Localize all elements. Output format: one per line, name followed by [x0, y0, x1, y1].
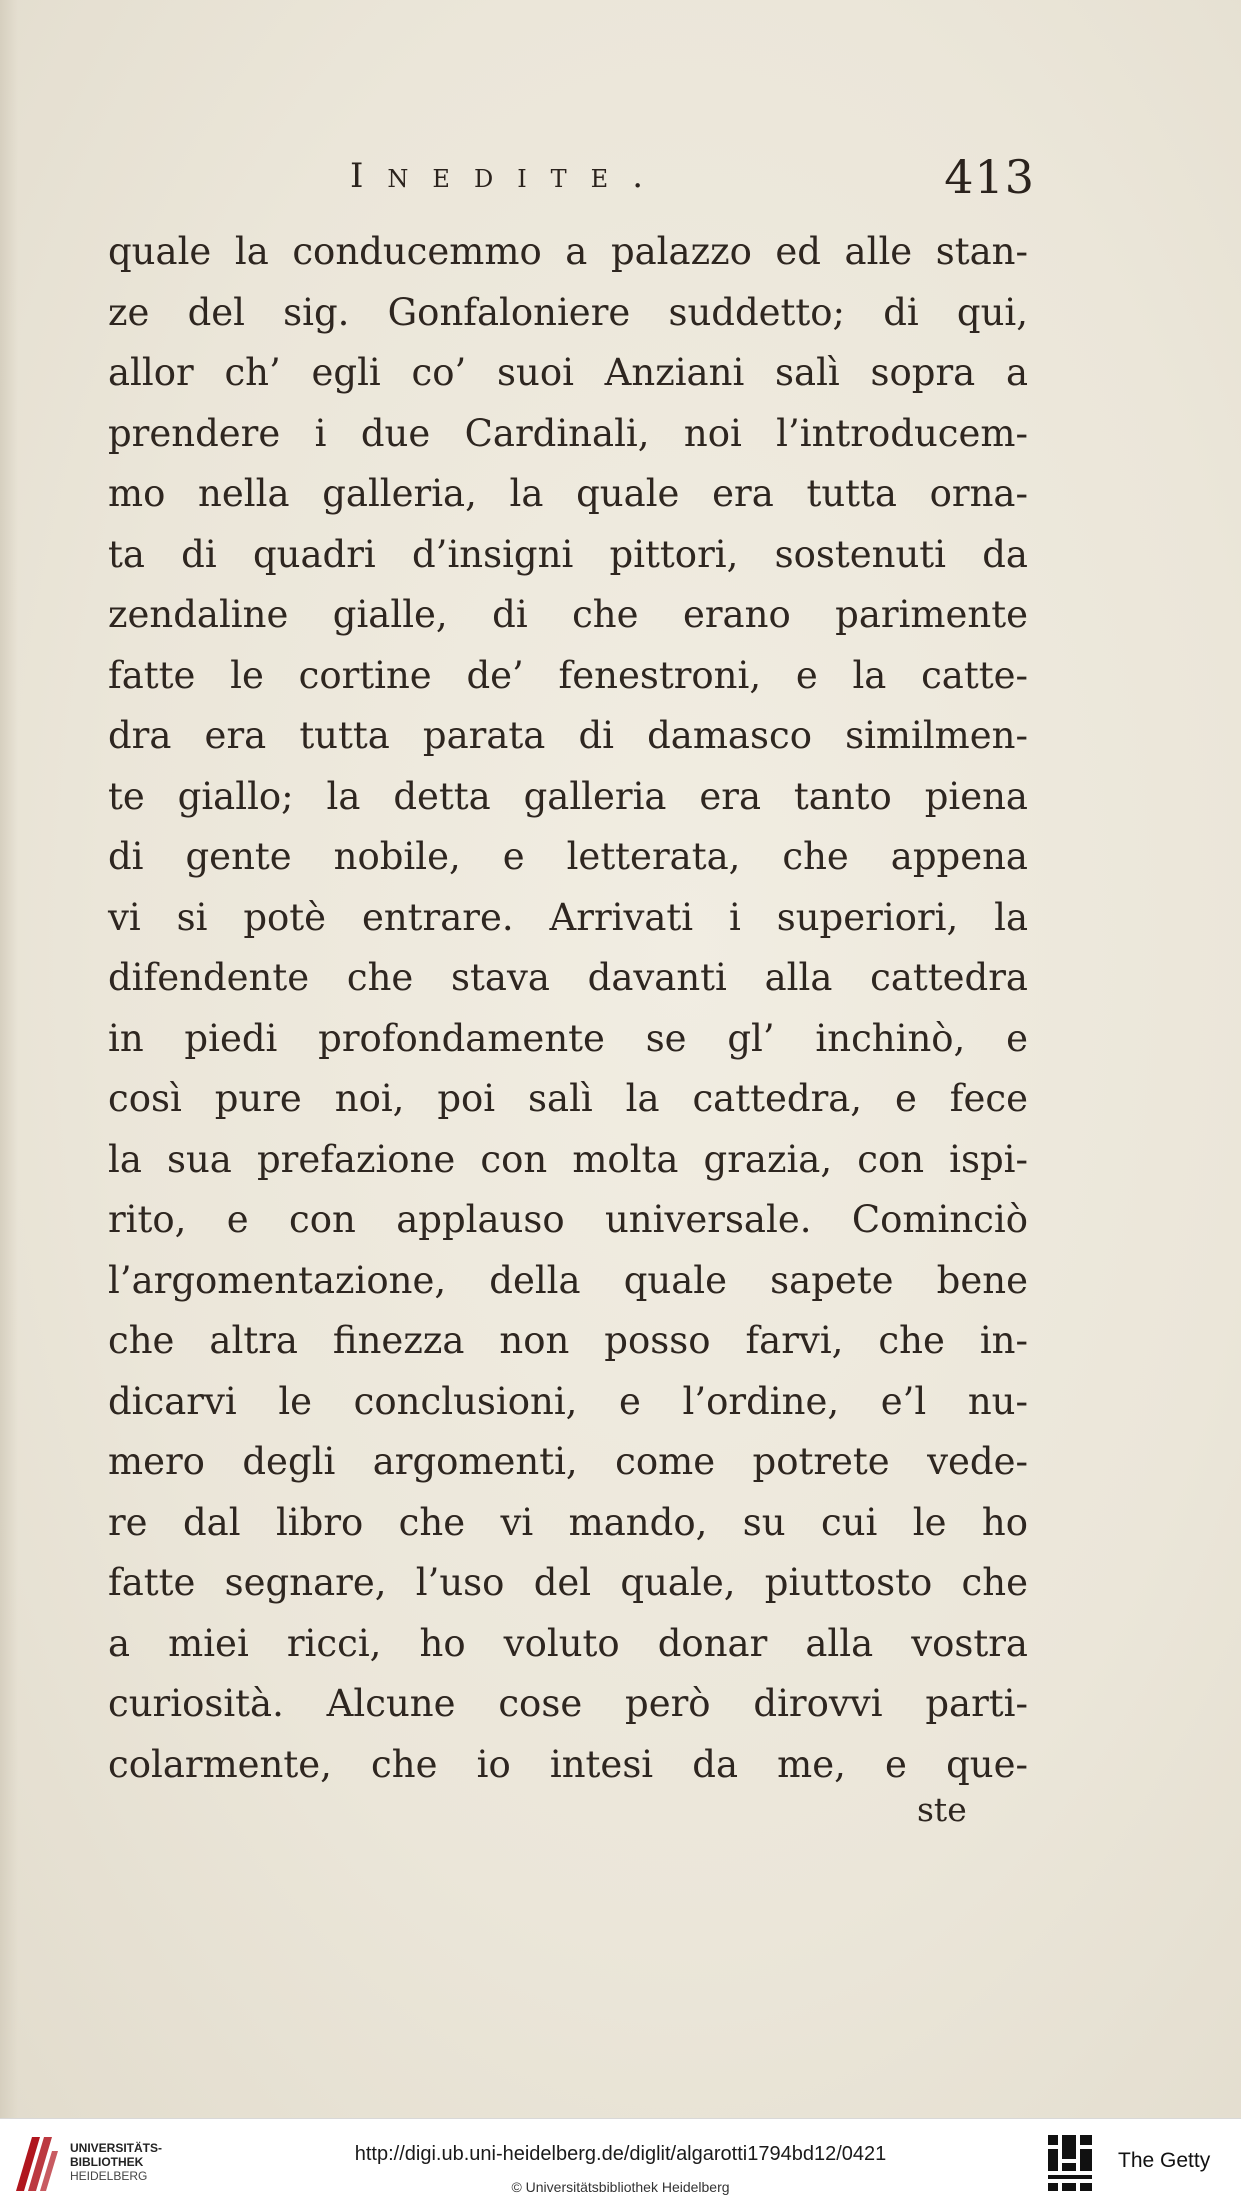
text-line: rito, e con applauso universale. Cominciò [108, 1198, 1028, 1241]
running-head [105, 150, 1035, 220]
text-line: re dal libro che vi mando, su cui le ho [108, 1500, 1028, 1544]
running-title: Inedite. [350, 156, 668, 196]
text-line: la sua prefazione con molta grazia, con ispi- [108, 1137, 1028, 1181]
getty-logo-icon [1046, 2133, 1094, 2193]
text-line: curiosità. Alcune cose però dirovvi parti- [108, 1682, 1028, 1725]
text-line: difendente che stava davanti alla cattedra [108, 956, 1028, 999]
text-line: colarmente, che io intesi da me, e que- [108, 1742, 1028, 1786]
library-name-line2: BIBLIOTHEK [70, 2155, 144, 2169]
text-line: ta di quadri d’insigni pittori, sostenuti da [108, 532, 1028, 576]
text-line: a miei ricci, ho voluto donar alla vostra [108, 1621, 1028, 1665]
text-line: allor ch’ egli co’ suoi Anziani salì sopra a [108, 351, 1028, 394]
catchword: ste [917, 1790, 967, 1829]
text-line: ze del sig. Gonfaloniere suddetto; di qui, [108, 290, 1028, 334]
page-edge-shadow [0, 0, 18, 2118]
text-line: fatte segnare, l’uso del quale, piuttosto che [108, 1561, 1028, 1604]
text-line: zendaline gialle, di che erano parimente [108, 593, 1028, 636]
getty-label: The Getty [1118, 2149, 1211, 2172]
permalink-url[interactable]: http://digi.ub.uni-heidelberg.de/diglit/algarotti1794bd12/0421 [354, 2143, 887, 2165]
text-line: così pure noi, poi salì la cattedra, e fece [108, 1077, 1028, 1120]
text-line: fatte le cortine de’ fenestroni, e la catte- [108, 653, 1028, 697]
library-name-line1: UNIVERSITÄTS- [70, 2141, 163, 2155]
text-line: mero degli argomenti, come potrete vede- [108, 1440, 1028, 1483]
copyright-notice: © Universitätsbibliothek Heidelberg [511, 2179, 730, 2195]
text-line: dra era tutta parata di damasco similmen- [108, 714, 1028, 757]
library-name-line3: HEIDELBERG [70, 2169, 148, 2183]
text-line: che altra finezza non posso farvi, che in- [108, 1319, 1028, 1362]
text-line: mo nella galleria, la quale era tutta orna- [108, 472, 1028, 515]
body-text [108, 222, 1028, 1795]
text-line: vi si potè entrare. Arrivati i superiori, la [108, 895, 1028, 939]
text-line: di gente nobile, e letterata, che appena [108, 835, 1028, 878]
text-line: l’argomentazione, della quale sapete bene [108, 1258, 1028, 1302]
text-line: quale la conducemmo a palazzo ed alle stan- [108, 230, 1028, 273]
text-line: dicarvi le conclusioni, e l’ordine, e’l nu- [108, 1379, 1028, 1423]
page-number: 413 [944, 150, 1035, 204]
footer-bar [0, 2118, 1241, 2208]
text-line: prendere i due Cardinali, noi l’introducem- [108, 411, 1028, 455]
text-line: te giallo; la detta galleria era tanto piena [108, 774, 1028, 818]
text-line: in piedi profondamente se gl’ inchinò, e [108, 1016, 1028, 1060]
